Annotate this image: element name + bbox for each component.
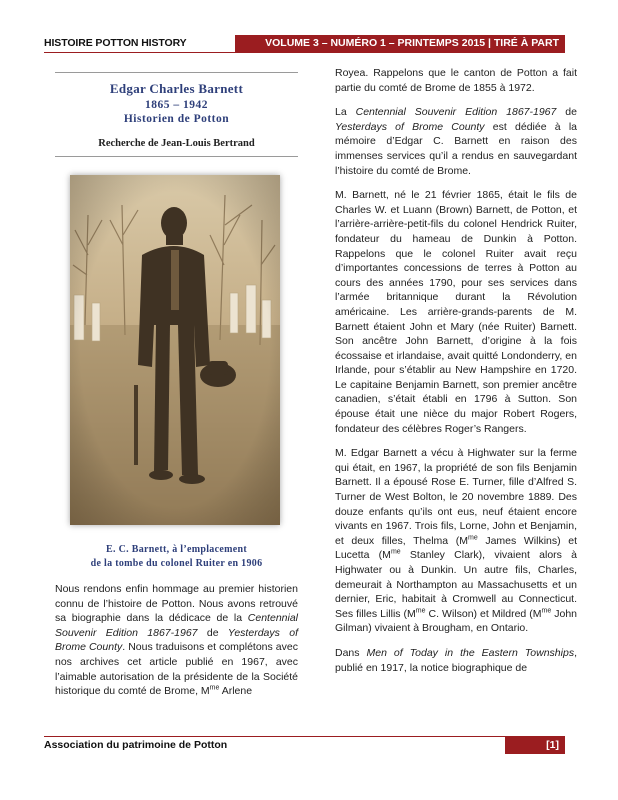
intro-paragraph: Nous rendons enfin hommage au premier historien connu de l’histoire de Potton. Nous avons retrouvé sa biographie dans la dédicace de la Centennial Souvenir Edition 1867-1967 de Yesterdays of Brome County. Nous traduisons et complétons avec nos archives cet article publié en 1967, avec l’aimable autorisation de la présidente de la Société historique du comté de Brome, $M^{me}$ Arlene	[55, 583, 298, 698]
photo-caption	[55, 543, 298, 571]
footer-organization: Association du patrimoine de Potton	[44, 739, 228, 751]
header-rule	[44, 52, 565, 53]
portrait-image	[70, 175, 280, 525]
paragraph-5: Dans Men of Today in the Eastern Townships, publié en 1917, la notice biographique de	[335, 646, 577, 674]
caption-line-1: E. C. Barnett, à l’emplacement	[106, 544, 247, 555]
paragraph-1: Royea. Rappelons que le canton de Potton a fait partie du comté de Brome de 1855 à 1972.	[335, 67, 577, 94]
page-number: [1]	[505, 737, 565, 754]
paragraph-2: La Centennial Souvenir Edition 1867-1967 de Yesterdays of Brome County est dédiée à la mémoire d’Edgar C. Barnett en raison des immenses services qu’il a rendus en sauvegardant l’histoire du comté de Brome.	[335, 106, 577, 177]
left-column-text	[55, 582, 298, 699]
caption-line-2: de la tombe du colonel Ruiter en 1906	[90, 558, 263, 569]
page-footer	[44, 737, 565, 754]
title-bottom-rule	[55, 156, 298, 157]
article-years: 1865 – 1942	[145, 99, 208, 111]
title-top-rule	[55, 72, 298, 73]
paragraph-3: M. Barnett, né le 21 février 1865, était le fils de Charles W. et Luann (Brown) Barnett, de Potton, et l’arrière-arrière-petit-fils du colonel Hendrick Ruiter, fondateur du hameau de Dunkin à Potton. Rappelons que le colonel Ruiter avait reçu d’importantes concessions de terres à Potton au cours des années 1790, pour ses services dans l’armée britannique durant la Révolution américaine. Les arrière-grands-parents de M. Barnett étaient John et Mary (née Ruiter) Barnett. Son ancêtre John Barnett, d’origine à la fois écossaise et irlandaise, avait quitté Londonderry, en Irlande, pour s’établir au New Hampshire en 1720. Le capitaine Benjamin Barnett, son premier ancêtre canadien, s’était établi en 1796 à Sutton. Son épouse était une nièce du major Robert Rogers, fondateur des célèbres Roger’s Rangers.	[335, 189, 577, 435]
article-role: Historien de Potton	[123, 113, 230, 125]
page-header	[44, 35, 565, 52]
paragraph-4: M. Edgar Barnett a vécu à Highwater sur la ferme qui était, en 1967, la propriété de son fils Benjamin Barnett. Il a épousé Rose E. Turner, fille d’Alfred S. Turner de West Bolton, le 20 novembre 1889. Des douze enfants qu’ils ont eus, neuf étaient encore vivants en 1967. Trois fils, Lorne, John et Benjamin, et deux filles, Thelma ($M^{me}$ James Wilkins) et Lucetta ($M^{me}$ Stanley Clark), vivaient alors à Highwater ou à Dunkin. Un autre fils, Charles, demeurait à Northampton au Massachusetts et un dernier, Eric, habitait à Cromwell au Connecticut. Ses filles Lillis ($M^{me}$ C. Wilson) et Mildred ($M^{me}$ John Gilman) vivaient à Brougham, en Ontario.	[335, 447, 578, 635]
right-column-text	[335, 66, 577, 685]
article-title-block	[55, 72, 298, 157]
issue-banner: VOLUME 3 – NUMÉRO 1 – PRINTEMPS 2015 | TIRÉ À PART	[235, 35, 565, 52]
portrait-photo	[70, 175, 280, 525]
publication-title: HISTOIRE POTTON HISTORY	[44, 37, 187, 49]
article-credit: Recherche de Jean-Louis Bertrand	[98, 138, 255, 149]
article-name: Edgar Charles Barnett	[109, 81, 244, 96]
